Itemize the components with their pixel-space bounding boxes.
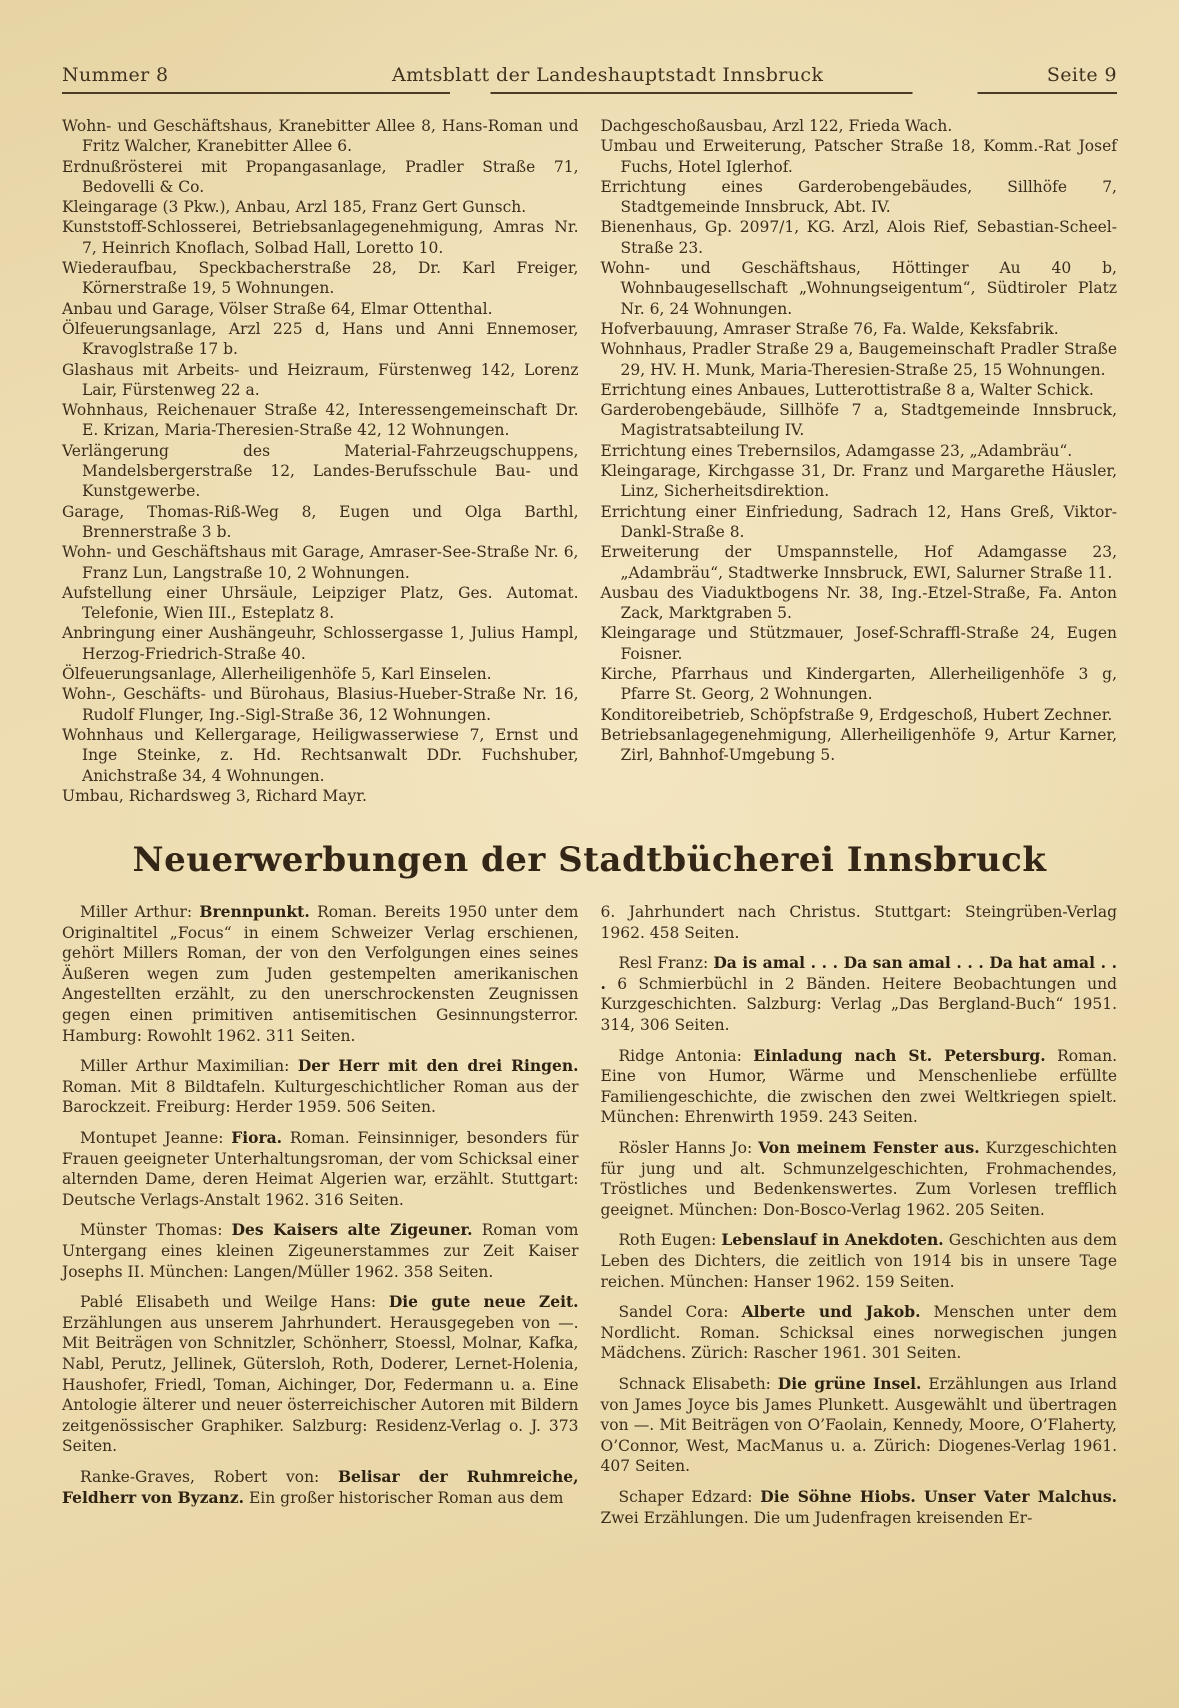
book-author: Pablé Elisabeth und Weilge Hans: [80,1293,389,1312]
permit-entry: Bienenhaus, Gp. 2097/1, KG. Arzl, Alois Rief, Sebastian-Scheel-Straße 23. [600,218,1117,257]
book-entry: Miller Arthur Maximilian: Der Herr mit den drei Ringen. Roman. Mit 8 Bildtafeln. Kulturgeschichtlicher Roman aus der Barockzeit. Freiburg: Herder 1959. 506 Seiten. [62,1056,579,1117]
permit-entry: Errichtung einer Einfriedung, Sadrach 12, Hans Greß, Viktor-Dankl-Straße 8. [600,502,1117,541]
masthead [62,64,1117,86]
permit-entry: Kleingarage, Kirchgasse 31, Dr. Franz und Margarethe Häusler, Linz, Sicherheitsdirektion. [600,462,1117,501]
permit-entry: Errichtung eines Garderobengebäudes, Sillhöfe 7, Stadtgemeinde Innsbruck, Abt. IV. [600,177,1117,217]
book-author: Münster Thomas: [80,1221,232,1240]
book-entry: Sandel Cora: Alberte und Jakob. Menschen unter dem Nordlicht. Roman. Schicksal eines norwegischen jungen Mädchens. Zürich: Rascher 1961. 301 Seiten. [600,1302,1117,1363]
permit-entry: Anbringung einer Aushängeuhr, Schlossergasse 1, Julius Hampl, Herzog-Friedrich-Straße 40. [62,624,579,663]
book-title: Von meinem Fenster aus. [758,1138,980,1158]
permits-left-column [62,116,579,806]
page-title: Amtsblatt der Landeshauptstadt Innsbruck [392,64,824,86]
section-heading: Neuerwerbungen der Stadtbücherei Innsbruck [132,840,1047,881]
books-left-column [62,902,579,1528]
book-entry: Roth Eugen: Lebenslauf in Anekdoten. Geschichten aus dem Leben des Dichters, die zeitlich von 1914 bis in unsere Tage reichen. München: Hanser 1962. 159 Seiten. [600,1230,1117,1291]
book-entry: Schnack Elisabeth: Die grüne Insel. Erzählungen aus Irland von James Joyce bis James Plunkett. Ausgewählt und übertragen von —. Mit Beiträgen von O’Faolain, Kennedy, Moore, O’Flaherty, O’Connor, West, MacManus u. a. Zürich: Diogenes-Verlag 1961. 407 Seiten. [600,1373,1117,1476]
permit-entry: Dachgeschoßausbau, Arzl 122, Frieda Wach. [600,117,953,135]
book-entry: Montupet Jeanne: Fiora. Roman. Feinsinniger, besonders für Frauen geeigneter Unterhaltungsroman, der vom Schicksal einer alternden Dame, deren Heimat Algerien war, erzählt. Stuttgart: Deutsche Verlags-Anstalt 1962. 316 Seiten. [62,1128,579,1209]
permit-entry: Errichtung eines Trebernsilos, Adamgasse 23, „Adambräu“. [600,441,1073,460]
book-entry: Resl Franz: Da is amal . . . Da san amal . . . Da hat amal . . . 6 Schmierbüchl in 2 Bänden. Heitere Beobachtungen und Kurzgeschichten. Salzburg: Verlag „Das Bergland-Buch“ 1951. 314, 306 Seiten. [600,953,1118,1035]
book-author: Schnack Elisabeth: [618,1374,778,1393]
book-title: Des Kaisers alte Zigeuner. [231,1220,473,1240]
book-author: Rösler Hanns Jo: [618,1139,759,1158]
permit-entry: Kunststoff-Schlosserei, Betriebsanlagegenehmigung, Amras Nr. 7, Heinrich Knoflach, Solbad Hall, Loretto 10. [62,218,579,257]
book-entry: Rösler Hanns Jo: Von meinem Fenster aus. Kurzgeschichten für jung und alt. Schmunzelgeschichten, Frohmachendes, Tröstliches und Bedenkenswertes. Zum Vorlesen trefflich geeignet. München: Don-Bosco-Verlag 1962. 205 Seiten. [600,1138,1117,1219]
permits-right-column [601,116,1118,806]
book-title: Fiora. [231,1128,283,1148]
permit-entry: Kleingarage und Stützmauer, Josef-Schraffl-Straße 24, Eugen Foisner. [600,624,1117,663]
permit-entry: Wohnhaus und Kellergarage, Heiligwasserwiese 7, Ernst und Inge Steinke, z. Hd. Rechtsanwalt DDr. Fuchshuber, Anichstraße 34, 4 Wohnungen. [62,725,579,785]
book-title: Lebenslauf in Anekdoten. [721,1230,944,1250]
book-author: Schaper Edzard: [618,1487,761,1506]
permit-entry: Ausbau des Viaduktbogens Nr. 38, Ing.-Etzel-Straße, Fa. Anton Zack, Marktgraben 5. [600,583,1117,623]
book-title: Einladung nach St. Petersburg. [753,1045,1046,1065]
book-author: Miller Arthur Maximilian: [80,1057,298,1076]
permit-entry: Wohn- und Geschäftshaus, Kranebitter Allee 8, Hans-Roman und Fritz Walcher, Kranebitter Allee 6. [62,117,579,156]
permit-entry: Errichtung eines Anbaues, Lutterottistraße 8 a, Walter Schick. [600,380,1094,399]
book-entry: 6. Jahrhundert nach Christus. Stuttgart: Steingrüben-Verlag 1962. 458 Seiten. [600,903,1117,942]
permit-entry: Wohn- und Geschäftshaus, Höttinger Au 40 b, Wohnbaugesellschaft „Wohnungseigentum“, Südtiroler Platz Nr. 6, 24 Wohnungen. [600,259,1117,318]
permit-entry: Garderobengebäude, Sillhöfe 7 a, Stadtgemeinde Innsbruck, Magistratsabteilung IV. [600,401,1117,440]
permit-entry: Anbau und Garage, Völser Straße 64, Elmar Ottenthal. [62,299,493,318]
permit-entry: Hofverbauung, Amraser Straße 76, Fa. Walde, Keksfabrik. [600,319,1059,338]
permit-entry: Umbau, Richardsweg 3, Richard Mayr. [62,786,367,805]
book-author: Resl Franz: [618,954,714,973]
permit-entry: Ölfeuerungsanlage, Allerheiligenhöfe 5, Karl Einselen. [62,665,492,684]
permit-entry: Erweiterung der Umspannstelle, Hof Adamgasse 23, „Adambräu“, Stadtwerke Innsbruck, EWI, Salurner Straße 11. [600,543,1117,582]
permit-entry: Garage, Thomas-Riß-Weg 8, Eugen und Olga Barthl, Brennerstraße 3 b. [62,502,579,541]
book-title: Der Herr mit den drei Ringen. [297,1056,579,1076]
book-title: Die grüne Insel. [777,1373,922,1393]
books-section [62,902,1117,1528]
permit-entry: Konditoreibetrieb, Schöpfstraße 9, Erdgeschoß, Hubert Zechner. [600,705,1113,724]
book-entry: Ranke-Graves, Robert von: Belisar der Ruhmreiche, Feldherr von Byzanz. Ein großer historischer Roman aus dem [62,1466,579,1507]
permit-entry: Erdnußrösterei mit Propangasanlage, Pradler Straße 71, Bedovelli & Co. [62,157,579,196]
permit-entry: Glashaus mit Arbeits- und Heizraum, Fürstenweg 142, Lorenz Lair, Fürstenweg 22 a. [62,360,579,399]
book-title: Brennpunkt. [199,902,310,922]
book-title: Die Söhne Hiobs. Unser Vater Malchus. [760,1486,1117,1506]
book-author: Miller Arthur: [80,903,200,922]
book-entry: Ridge Antonia: Einladung nach St. Petersburg. Roman. Eine von Humor, Wärme und Menschenliebe erfüllte Familiengeschichte, die zwischen den zwei Weltkriegen spielt. München: Ehrenwirth 1959. 243 Seiten. [600,1045,1117,1127]
permit-entry: Kirche, Pfarrhaus und Kindergarten, Allerheiligenhöfe 3 g, Pfarre St. Georg, 2 Wohnungen. [600,665,1117,704]
permits-section [62,116,1117,806]
permit-entry: Wohnhaus, Pradler Straße 29 a, Baugemeinschaft Pradler Straße 29, HV. H. Munk, Maria-Theresien-Straße 25, 15 Wohnungen. [600,340,1117,379]
permit-entry: Verlängerung des Material-Fahrzeugschuppens, Mandelsbergerstraße 12, Landes-Berufsschule Bau- und Kunstgewerbe. [62,441,579,501]
permit-entry: Umbau und Erweiterung, Patscher Straße 18, Komm.-Rat Josef Fuchs, Hotel Iglerhof. [600,137,1117,176]
permit-entry: Wiederaufbau, Speckbacherstraße 28, Dr. Karl Freiger, Körnerstraße 19, 5 Wohnungen. [62,259,579,298]
book-title: Da is amal . . . Da san amal . . . Da hat amal . . . [600,953,1118,993]
book-entry: Schaper Edzard: Die Söhne Hiobs. Unser Vater Malchus. Zwei Erzählungen. Die um Judenfragen kreisenden Er- [600,1486,1117,1527]
page-number: Seite 9 [1046,64,1117,86]
book-entry: Miller Arthur: Brennpunkt. Roman. Bereits 1950 unter dem Originaltitel „Focus“ in einem Schweizer Verlag erschienen, gehört Millers Roman, der von den Verfolgungen eines seines Äußeren wegen zum Juden gestempelten amerikanischen Angestellten erzählt, zu den unerschrockensten Zeugnissen gegen einen primitiven antisemitischen Gesinnungsterror. Hamburg: Rowohlt 1962. 311 Seiten. [62,902,579,1045]
book-title: Die gute neue Zeit. [388,1292,579,1312]
permit-entry: Wohn- und Geschäftshaus mit Garage, Amraser-See-Straße Nr. 6, Franz Lun, Langstraße 10, 2 Wohnungen. [62,543,579,582]
permit-entry: Kleingarage (3 Pkw.), Anbau, Arzl 185, Franz Gert Gunsch. [62,198,527,217]
book-entry: Pablé Elisabeth und Weilge Hans: Die gute neue Zeit. Erzählungen aus unserem Jahrhundert. Herausgegeben von —. Mit Beiträgen von Schnitzler, Schönherr, Stoessl, Molnar, Kafka, Nabl, Perutz, Jellinek, Gütersloh, Roth, Doderer, Lernet-Holenia, Haushofer, Friedl, Toman, Aichinger, Dor, Federmann u. a. Eine Antologie älterer und neuer österreichischer Autoren mit Bildern zeitgenössischer Graphiker. Salzburg: Residenz-Verlag o. J. 373 Seiten. [62,1292,579,1456]
permit-entry: Wohnhaus, Reichenauer Straße 42, Interessengemeinschaft Dr. E. Krizan, Maria-Theresien-Straße 42, 12 Wohnungen. [62,401,579,440]
header-rule [62,92,1117,94]
book-title: Alberte und Jakob. [741,1302,921,1322]
book-title: Belisar der Ruhmreiche, Feldherr von Byzanz. [62,1466,579,1507]
issue-number: Nummer 8 [62,64,169,86]
book-entry: Münster Thomas: Des Kaisers alte Zigeuner. Roman vom Untergang eines kleinen Zigeunerstammes zur Zeit Kaiser Josephs II. München: Langen/Müller 1962. 358 Seiten. [62,1220,579,1281]
books-right-column [601,902,1118,1528]
permit-entry: Aufstellung einer Uhrsäule, Leipziger Platz, Ges. Automat. Telefonie, Wien III., Esteplatz 8. [62,583,579,623]
permit-entry: Betriebsanlagegenehmigung, Allerheiligenhöfe 9, Artur Karner, Zirl, Bahnhof-Umgebung 5. [600,725,1117,765]
book-author: Montupet Jeanne: [80,1129,232,1148]
book-author: Ranke-Graves, Robert von: [80,1467,338,1486]
book-author: Sandel Cora: [618,1303,742,1322]
book-author: Ridge Antonia: [618,1046,754,1065]
book-author: Roth Eugen: [618,1231,722,1250]
permit-entry: Ölfeuerungsanlage, Arzl 225 d, Hans und Anni Ennemoser, Kravoglstraße 17 b. [62,319,579,359]
permit-entry: Wohn-, Geschäfts- und Bürohaus, Blasius-Hueber-Straße Nr. 16, Rudolf Flunger, Ing.-Sigl-Straße 36, 12 Wohnungen. [62,685,579,724]
